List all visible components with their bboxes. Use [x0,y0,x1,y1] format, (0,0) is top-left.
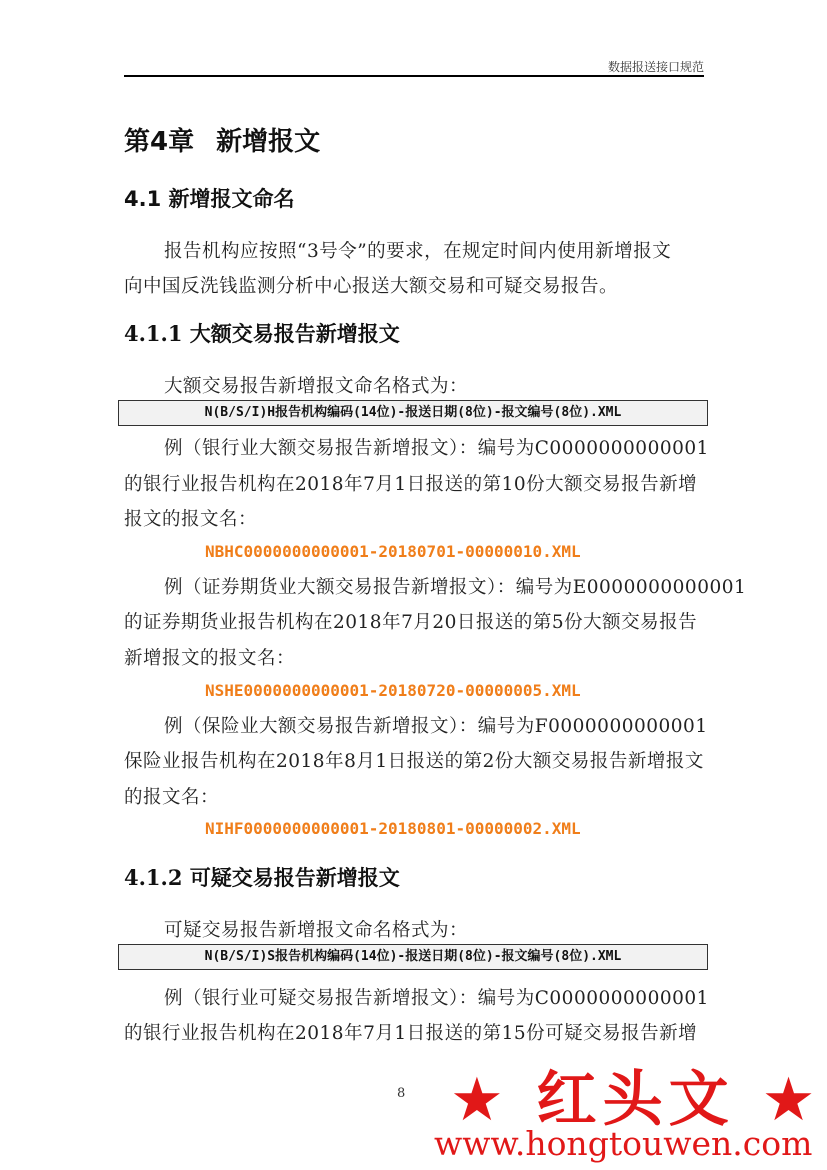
watermark-url: www.hongtouwen.com [434,1124,813,1163]
running-header: 数据报送接口规范 [607,60,704,74]
large-ex3-line3: 的报文名： [124,787,220,808]
large-ex2-line2: 的证券期货业报告机构在2018年7月20日报送的第5份大额交易报告 [124,612,698,633]
large-ex2-line1: 例（证券期货业大额交易报告新增报文）：编号为E0000000000001 [164,577,747,598]
suspicious-ex1-line2: 的银行业报告机构在2018年7月1日报送的第15份可疑交易报告新增 [124,1023,698,1044]
suspicious-format-box: N(B/S/I)S报告机构编码(14位)-报送日期(8位)-报文编号(8位).XML [118,944,708,970]
large-ex1-line3: 报文的报文名： [124,509,258,530]
large-ex3-line2: 保险业报告机构在2018年8月1日报送的第2份大额交易报告新增报文 [124,751,704,772]
watermark-logo: ★ 红头文 ★ [450,1065,822,1135]
large-ex3-line1: 例（保险业大额交易报告新增报文）：编号为F0000000000001 [164,716,708,737]
section-4-1-2-heading: 4.1.2 可疑交易报告新增报文 [124,865,400,890]
large-ex1-line1: 例（银行业大额交易报告新增报文）：编号为C0000000000001 [164,438,709,459]
chapter-title: 新增报文 [216,127,321,157]
section-4-1-1-heading: 4.1.1 大额交易报告新增报文 [124,321,400,346]
large-ex1-filename: NBHC0000000000001-20180701-00000010.XML [205,542,581,561]
large-format-box: N(B/S/I)H报告机构编码(14位)-报送日期(8位)-报文编号(8位).XML [118,400,708,426]
large-ex1-line2: 的银行业报告机构在2018年7月1日报送的第10份大额交易报告新增 [124,474,698,495]
large-ex3-filename: NIHF0000000000001-20180801-00000002.XML [205,819,581,838]
large-ex2-line3: 新增报文的报文名： [124,648,296,669]
large-ex2-filename: NSHE0000000000001-20180720-00000005.XML [205,681,581,700]
section-4-1-para-line2: 向中国反洗钱监测分析中心报送大额交易和可疑交易报告。 [124,276,619,297]
large-intro: 大额交易报告新增报文命名格式为： [164,376,469,397]
chapter-number: 第4章 [124,127,195,157]
page-number: 8 [397,1086,406,1101]
suspicious-ex1-line1: 例（银行业可疑交易报告新增报文）：编号为C0000000000001 [164,988,709,1009]
header-rule [124,75,704,77]
suspicious-intro: 可疑交易报告新增报文命名格式为： [164,920,469,941]
section-4-1-para-line1: 报告机构应按照“3号令”的要求，在规定时间内使用新增报文 [164,241,672,262]
section-4-1-heading: 4.1 新增报文命名 [124,187,295,211]
chapter-heading [124,121,320,158]
